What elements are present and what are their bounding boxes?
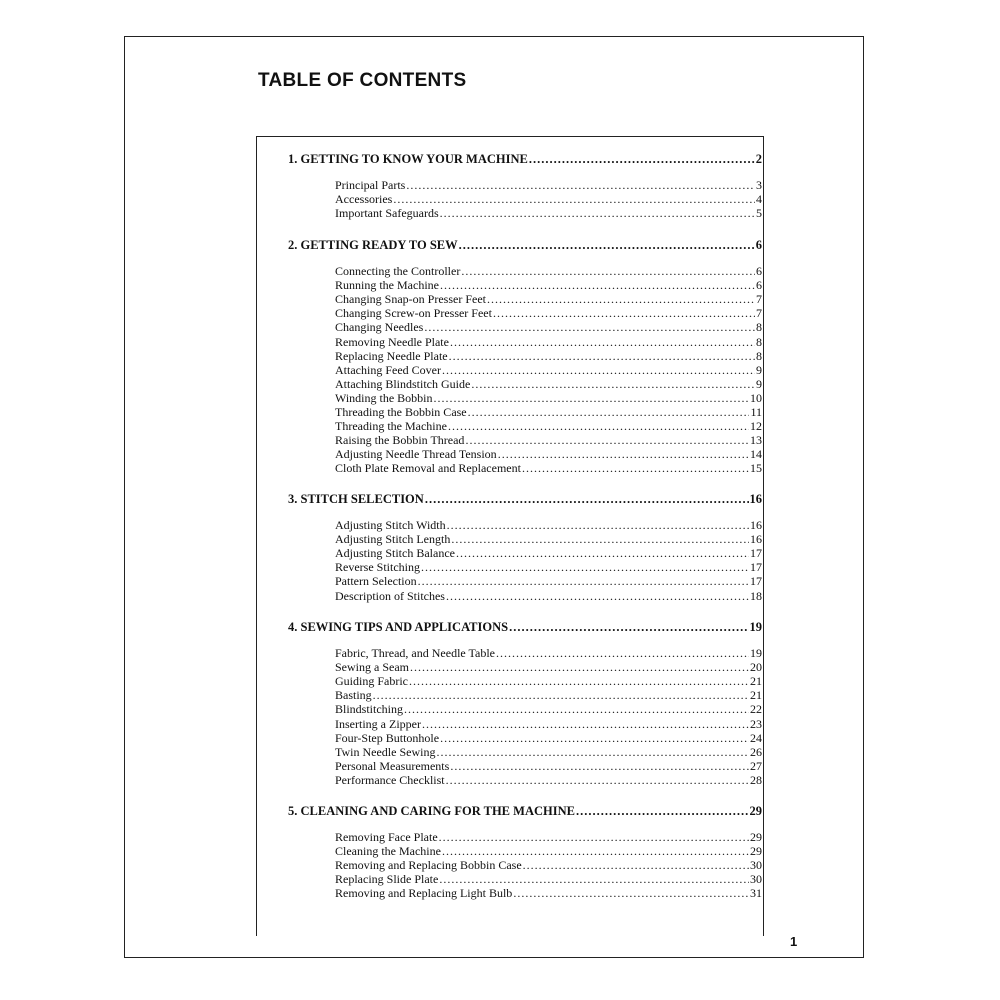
toc-entry-page: 18 xyxy=(750,588,762,603)
toc-entry-label: Inserting a Zipper xyxy=(335,716,421,731)
toc-entry-label: Threading the Machine xyxy=(335,419,447,434)
toc-entry-label: Adjusting Stitch Balance xyxy=(335,546,455,561)
toc-entry-label: Raising the Bobbin Thread xyxy=(335,433,465,448)
toc-entry xyxy=(335,461,762,476)
toc-entry xyxy=(335,377,762,392)
toc-entry xyxy=(335,363,762,378)
section-heading xyxy=(288,620,762,635)
toc-entry-page: 22 xyxy=(750,702,762,717)
dot-leader xyxy=(522,461,749,476)
dot-leader xyxy=(439,872,749,887)
dot-leader xyxy=(434,391,749,406)
dot-leader xyxy=(425,492,749,507)
toc-entry xyxy=(335,688,762,703)
dot-leader xyxy=(409,674,749,689)
toc-entry-page: 6 xyxy=(756,264,762,278)
toc-entry xyxy=(335,405,762,420)
toc-entry-page: 26 xyxy=(750,744,762,759)
toc-entry-label: Removing and Replacing Bobbin Case xyxy=(335,858,522,873)
toc-entry xyxy=(335,278,762,293)
toc-entry-page: 9 xyxy=(756,362,762,377)
dot-leader xyxy=(513,886,749,901)
toc-entry-page: 28 xyxy=(750,772,762,787)
toc-entry-label: Replacing Needle Plate xyxy=(335,348,448,363)
section-heading-page: 29 xyxy=(749,804,762,818)
toc-entry xyxy=(335,560,762,575)
toc-entry-label: Running the Machine xyxy=(335,278,439,293)
dot-leader xyxy=(496,646,749,661)
toc-entry-label: Four-Step Buttonhole xyxy=(335,730,440,745)
toc-entry xyxy=(335,660,762,675)
dot-leader xyxy=(449,349,755,364)
toc-entry-label: Blindstitching xyxy=(335,702,404,717)
dot-leader xyxy=(404,702,749,717)
toc-entry-page: 21 xyxy=(750,674,762,689)
toc-entry xyxy=(335,292,762,307)
dot-leader xyxy=(410,660,749,675)
section-heading-label: 4. SEWING TIPS AND APPLICATIONS xyxy=(288,620,509,634)
toc-entry xyxy=(335,320,762,335)
toc-entry xyxy=(335,349,762,364)
toc-entry xyxy=(335,646,762,661)
toc-entry xyxy=(335,745,762,760)
dot-leader xyxy=(523,858,749,873)
page-number: 1 xyxy=(790,934,798,949)
dot-leader xyxy=(450,335,755,350)
dot-leader xyxy=(529,152,755,167)
dot-leader xyxy=(509,620,748,635)
dot-leader xyxy=(576,804,749,819)
toc-entry-page: 19 xyxy=(750,646,762,660)
toc-entry-page: 29 xyxy=(750,844,762,859)
toc-entry-label: Accessories xyxy=(335,192,393,207)
dot-leader xyxy=(442,844,749,859)
section-heading-page: 16 xyxy=(749,492,762,506)
toc-entry xyxy=(335,844,762,859)
dot-leader xyxy=(461,264,755,279)
toc-entry-page: 17 xyxy=(750,560,762,575)
toc-entry-label: Sewing a Seam xyxy=(335,660,409,675)
section-heading-label: 2. GETTING READY TO SEW xyxy=(288,238,458,252)
toc-entry-label: Changing Screw-on Presser Feet xyxy=(335,306,492,321)
section-heading xyxy=(288,492,762,507)
toc-entry xyxy=(335,306,762,321)
dot-leader xyxy=(446,589,749,604)
dot-leader xyxy=(421,560,749,575)
section-heading-page: 19 xyxy=(749,620,762,634)
page-title: TABLE OF CONTENTS xyxy=(258,70,467,91)
dot-leader xyxy=(406,178,755,193)
toc-entry-label: Changing Needles xyxy=(335,320,424,335)
toc-entry xyxy=(335,773,762,788)
toc-entry-label: Performance Checklist xyxy=(335,772,445,787)
toc-entry-page: 30 xyxy=(750,858,762,873)
toc-entry-label: Adjusting Stitch Length xyxy=(335,532,451,547)
toc-entry xyxy=(335,830,762,845)
dot-leader xyxy=(439,830,749,845)
dot-leader xyxy=(465,433,749,448)
toc-entry-page: 4 xyxy=(756,192,762,207)
toc-entry xyxy=(335,702,762,717)
toc-entry xyxy=(335,858,762,873)
toc-entry-page: 17 xyxy=(750,574,762,589)
dot-leader xyxy=(424,320,755,335)
section-heading xyxy=(288,238,762,253)
dot-leader xyxy=(447,518,749,533)
toc-entry-label: Changing Snap-on Presser Feet xyxy=(335,292,486,307)
toc-entry-label: Cleaning the Machine xyxy=(335,844,441,859)
toc-entry xyxy=(335,518,762,533)
section-heading-label: 3. STITCH SELECTION xyxy=(288,492,424,506)
toc-entry-label: Twin Needle Sewing xyxy=(335,744,436,759)
toc-entry-page: 8 xyxy=(756,348,762,363)
toc-entry-label: Removing Face Plate xyxy=(335,830,438,844)
toc-entry-page: 13 xyxy=(750,433,762,448)
toc-entry xyxy=(335,717,762,732)
toc-entry-page: 23 xyxy=(750,716,762,731)
toc-entry-label: Description of Stitches xyxy=(335,588,445,603)
toc-entry-label: Connecting the Controller xyxy=(335,264,461,278)
toc-entry-label: Important Safeguards xyxy=(335,206,439,221)
toc-entry-label: Fabric, Thread, and Needle Table xyxy=(335,646,495,660)
toc-entry-page: 20 xyxy=(750,660,762,675)
toc-entry-label: Adjusting Needle Thread Tension xyxy=(335,447,497,462)
toc-entry xyxy=(335,178,762,193)
dot-leader xyxy=(373,688,749,703)
toc-entry xyxy=(335,589,762,604)
dot-leader xyxy=(436,745,749,760)
toc-entry-page: 8 xyxy=(756,320,762,335)
toc-entry xyxy=(335,886,762,901)
toc-entry-page: 21 xyxy=(750,688,762,703)
toc-entry xyxy=(335,447,762,462)
toc-entry-page: 16 xyxy=(750,518,762,532)
toc-entry-page: 17 xyxy=(750,546,762,561)
toc-entry xyxy=(335,574,762,589)
toc-entry-label: Adjusting Stitch Width xyxy=(335,518,446,532)
toc-entry-page: 27 xyxy=(750,758,762,773)
toc-entry xyxy=(335,759,762,774)
dot-leader xyxy=(471,377,755,392)
toc-entry-page: 29 xyxy=(750,830,762,844)
toc-entry-page: 6 xyxy=(756,278,762,293)
toc-entry xyxy=(335,419,762,434)
toc-entry xyxy=(335,433,762,448)
toc-entry-page: 15 xyxy=(750,461,762,476)
toc-entry-label: Personal Measurements xyxy=(335,758,450,773)
toc-entry xyxy=(335,206,762,221)
toc-entry-label: Guiding Fabric xyxy=(335,674,408,689)
toc-entry xyxy=(335,674,762,689)
toc-entry-label: Removing and Replacing Light Bulb xyxy=(335,886,513,901)
toc-entry-label: Attaching Feed Cover xyxy=(335,362,441,377)
section-heading xyxy=(288,152,762,167)
toc-entry xyxy=(335,335,762,350)
toc-entry-label: Replacing Slide Plate xyxy=(335,872,439,887)
section-heading xyxy=(288,804,762,819)
dot-leader xyxy=(442,363,755,378)
toc-entry-page: 24 xyxy=(750,730,762,745)
dot-leader xyxy=(418,574,749,589)
dot-leader xyxy=(450,759,749,774)
dot-leader xyxy=(440,731,749,746)
toc-entry-page: 11 xyxy=(750,405,762,419)
toc-entry-label: Threading the Bobbin Case xyxy=(335,405,467,419)
toc-entry-label: Reverse Stitching xyxy=(335,560,420,575)
dot-leader xyxy=(459,238,755,253)
section-heading-page: 2 xyxy=(755,152,762,166)
dot-leader xyxy=(446,773,749,788)
toc-entry xyxy=(335,731,762,746)
toc-entry-page: 31 xyxy=(750,886,762,901)
toc-entry-label: Removing Needle Plate xyxy=(335,334,449,349)
section-heading-page: 6 xyxy=(755,238,762,252)
section-heading-label: 1. GETTING TO KNOW YOUR MACHINE xyxy=(288,152,528,166)
toc-entry-label: Attaching Blindstitch Guide xyxy=(335,376,471,391)
toc-entry xyxy=(335,391,762,406)
toc-entry-page: 9 xyxy=(756,376,762,391)
toc-entry-page: 14 xyxy=(750,447,762,462)
dot-leader xyxy=(393,192,755,207)
toc-entry-page: 3 xyxy=(756,178,762,192)
toc-entry-page: 5 xyxy=(756,206,762,221)
dot-leader xyxy=(451,532,749,547)
toc-entry-page: 10 xyxy=(750,390,762,405)
toc-entry xyxy=(335,872,762,887)
toc-entry-page: 30 xyxy=(750,872,762,887)
dot-leader xyxy=(440,206,755,221)
dot-leader xyxy=(493,306,755,321)
dot-leader xyxy=(422,717,749,732)
toc-entry xyxy=(335,532,762,547)
toc-entry-page: 16 xyxy=(750,532,762,547)
dot-leader xyxy=(448,419,749,434)
toc-entry-label: Winding the Bobbin xyxy=(335,390,433,405)
toc-entry-page: 7 xyxy=(756,292,762,307)
dot-leader xyxy=(468,405,750,420)
toc-entry xyxy=(335,192,762,207)
dot-leader xyxy=(456,546,749,561)
toc-entry-label: Cloth Plate Removal and Replacement xyxy=(335,461,521,476)
dot-leader xyxy=(487,292,755,307)
toc-entry xyxy=(335,264,762,279)
toc-entry-label: Principal Parts xyxy=(335,178,406,192)
toc-entry-page: 12 xyxy=(750,419,762,434)
toc-entry-label: Basting xyxy=(335,688,372,703)
dot-leader xyxy=(498,447,749,462)
toc-entry xyxy=(335,546,762,561)
toc-entry-page: 8 xyxy=(756,334,762,349)
toc-entry-label: Pattern Selection xyxy=(335,574,417,589)
toc-entry-page: 7 xyxy=(756,306,762,321)
dot-leader xyxy=(440,278,755,293)
section-heading-label: 5. CLEANING AND CARING FOR THE MACHINE xyxy=(288,804,575,818)
